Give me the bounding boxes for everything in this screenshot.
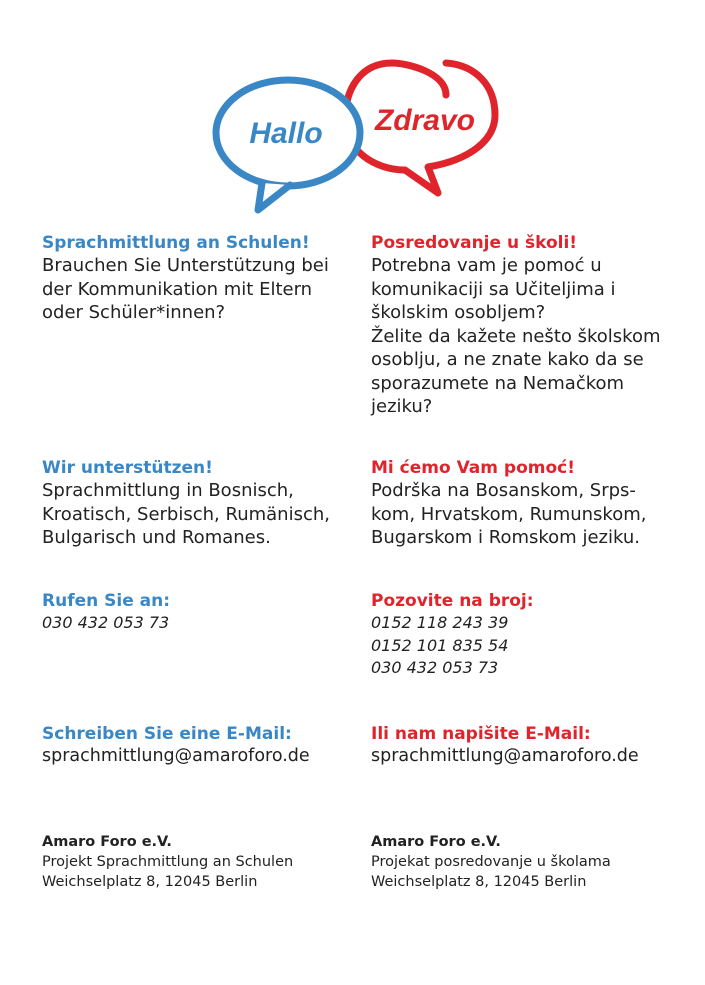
de-intro-text	[42, 254, 342, 325]
zdravo-text: Zdravo	[374, 104, 476, 137]
sr-intro-section	[371, 232, 671, 419]
de-intro-line: oder Schüler*innen?	[42, 302, 226, 323]
sr-intro-line: komunikaciji sa Učiteljima i	[371, 278, 616, 300]
de-phone-number[interactable]: 030 432 053 73	[42, 613, 170, 632]
de-mail-heading: Schreiben Sie eine E-Mail:	[42, 724, 292, 744]
sr-support-text	[371, 479, 671, 550]
hallo-text: Hallo	[249, 117, 323, 150]
sr-phone-number[interactable]: 030 432 053 73	[371, 658, 499, 677]
hallo-zdravo-logo	[200, 55, 520, 225]
sr-intro-line: osoblju, a ne znate kako da se	[371, 349, 644, 370]
sr-mail-section	[371, 723, 671, 768]
de-support-line: Kroatisch, Serbisch, Rumänisch,	[42, 503, 330, 525]
de-org-name: Amaro Foro e.V.	[42, 834, 172, 850]
sr-support-line: Podrška na Bosanskom, Srps-	[371, 480, 636, 501]
sr-org-name: Amaro Foro e.V.	[371, 834, 501, 850]
de-support-text	[42, 479, 342, 550]
de-call-heading: Rufen Sie an:	[42, 591, 171, 611]
de-intro-heading: Sprachmittlung an Schulen!	[42, 233, 310, 253]
de-support-heading: Wir unterstützen!	[42, 458, 213, 478]
sr-phone-number[interactable]: 0152 101 835 54	[371, 635, 509, 655]
de-support-section	[42, 457, 342, 550]
sr-support-heading: Mi ćemo Vam pomoć!	[371, 458, 575, 478]
de-intro-line: Brauchen Sie Unterstützung bei	[42, 255, 329, 276]
de-org-section	[42, 832, 342, 892]
sr-intro-line: Potrebna vam je pomoć u	[371, 255, 602, 276]
sr-org-section	[371, 832, 671, 892]
sr-intro-line: jeziku?	[371, 396, 433, 417]
sr-intro-line: Želite da kažete nešto školskom	[371, 325, 661, 347]
sr-call-section	[371, 590, 671, 680]
sr-call-heading: Pozovite na broj:	[371, 591, 534, 611]
sr-org-address: Weichselplatz 8, 12045 Berlin	[371, 874, 587, 890]
sr-intro-line: školskim osobljem?	[371, 302, 546, 323]
de-mail-section	[42, 723, 342, 768]
sr-intro-line: sporazumete na Nemačkom	[371, 372, 625, 394]
sr-email-link[interactable]: sprachmittlung@amaroforo.de	[371, 746, 639, 766]
sr-support-line: kom, Hrvatskom, Rumunskom,	[371, 503, 647, 525]
sr-org-project: Projekat posredovanje u školama	[371, 854, 611, 870]
sr-phone-number[interactable]: 0152 118 243 39	[371, 613, 509, 632]
de-org-address: Weichselplatz 8, 12045 Berlin	[42, 874, 258, 890]
de-call-section	[42, 590, 342, 635]
sr-support-section	[371, 457, 671, 550]
de-intro-section	[42, 232, 342, 325]
sr-support-line: Bugarskom i Romskom jeziku.	[371, 527, 640, 548]
de-email-link[interactable]: sprachmittlung@amaroforo.de	[42, 746, 310, 766]
de-org-project: Projekt Sprachmittlung an Schulen	[42, 854, 294, 870]
de-support-line: Sprachmittlung in Bosnisch,	[42, 480, 294, 501]
sr-intro-heading: Posredovanje u školi!	[371, 233, 578, 253]
de-intro-line: der Kommunikation mit Eltern	[42, 278, 313, 300]
sr-intro-text	[371, 254, 671, 419]
de-support-line: Bulgarisch und Romanes.	[42, 527, 271, 548]
sr-mail-heading: Ili nam napišite E-Mail:	[371, 724, 591, 744]
